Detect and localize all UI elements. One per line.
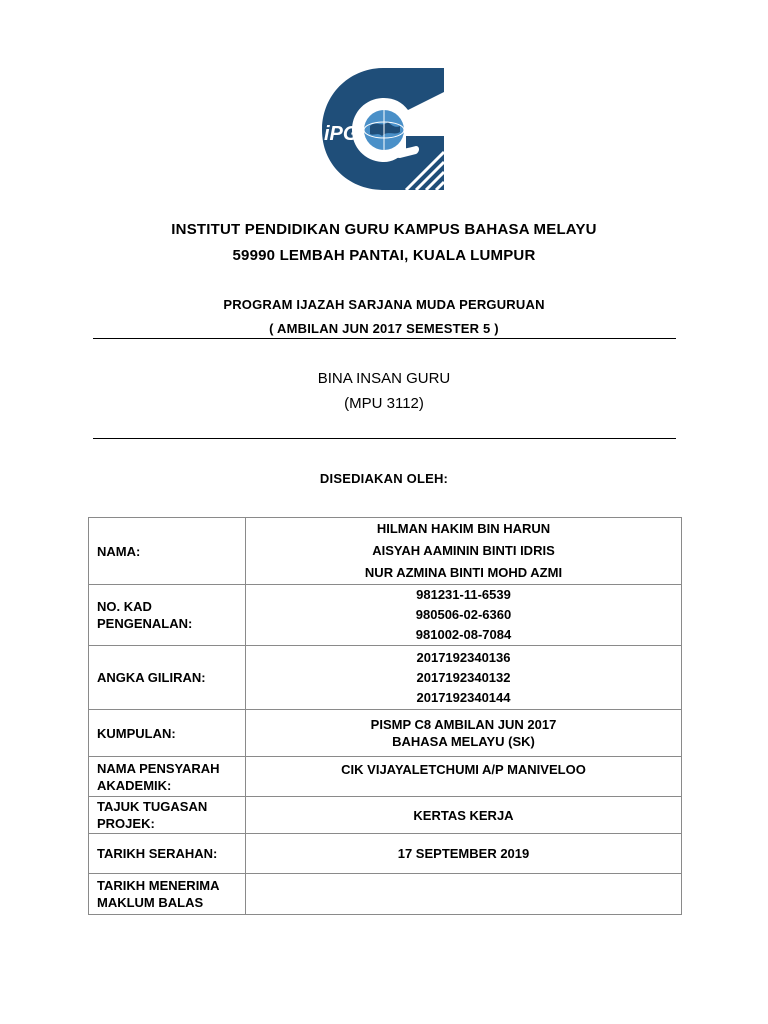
info-table [88,517,682,915]
giliran-1: 2017192340136 [416,649,511,665]
name-2: AISYAH AAMININ BINTI IDRIS [372,543,555,558]
program-title: PROGRAM IJAZAH SARJANA MUDA PERGURUAN [223,297,545,312]
giliran-2: 2017192340132 [416,669,511,685]
value-giliran [246,646,682,710]
ipg-logo [320,66,448,192]
institution-name: INSTITUT PENDIDIKAN GURU KAMPUS BAHASA MELAYU [171,221,597,238]
program-intake: ( AMBILAN JUN 2017 SEMESTER 5 ) [269,321,499,336]
name-1: HILMAN HAKIM BIN HARUN [376,521,551,536]
kumpulan-2: BAHASA MELAYU (SK) [392,734,535,749]
value-serahan: 17 SEPTEMBER 2019 [246,834,682,874]
ic-1: 981231-11-6539 [416,587,511,602]
row-maklum [89,874,682,915]
row-kad [89,585,682,646]
institution-address: 59990 LEMBAH PANTAI, KUALA LUMPUR [232,247,536,264]
row-pensyarah [89,757,682,797]
label-kumpulan: KUMPULAN: [89,710,246,757]
divider-top [93,338,676,339]
label-pensyarah: NAMA PENSYARAH AKADEMIK: [89,757,246,797]
row-kumpulan [89,710,682,757]
row-serahan [89,834,682,874]
label-nama: NAMA: [89,518,246,585]
label-tajuk: TAJUK TUGASAN PROJEK: [89,797,246,834]
course-code: (MPU 3112) [344,395,424,412]
value-kad [246,585,682,646]
value-tajuk: KERTAS KERJA [246,797,682,834]
giliran-3: 2017192340144 [416,689,511,705]
label-kad: NO. KAD PENGENALAN: [89,585,246,646]
row-nama [89,518,682,585]
ic-2: 980506-02-6360 [415,607,512,622]
label-maklum: TARIKH MENERIMA MAKLUM BALAS [89,874,246,915]
value-maklum [246,874,682,915]
value-kumpulan [246,710,682,757]
name-3: NUR AZMINA BINTI MOHD AZMI [364,565,563,580]
ic-3: 981002-08-7084 [415,627,512,642]
value-pensyarah: CIK VIJAYALETCHUMI A/P MANIVELOO [246,757,682,797]
course-name: BINA INSAN GURU [317,370,451,387]
kumpulan-1: PISMP C8 AMBILAN JUN 2017 [370,717,557,732]
logo-text: iPG [324,123,359,145]
divider-bottom [93,438,676,439]
row-giliran [89,646,682,710]
label-serahan: TARIKH SERAHAN: [89,834,246,874]
prepared-by-label: DISEDIAKAN OLEH: [319,471,449,486]
row-tajuk [89,797,682,834]
label-giliran: ANGKA GILIRAN: [89,646,246,710]
value-nama [246,518,682,585]
